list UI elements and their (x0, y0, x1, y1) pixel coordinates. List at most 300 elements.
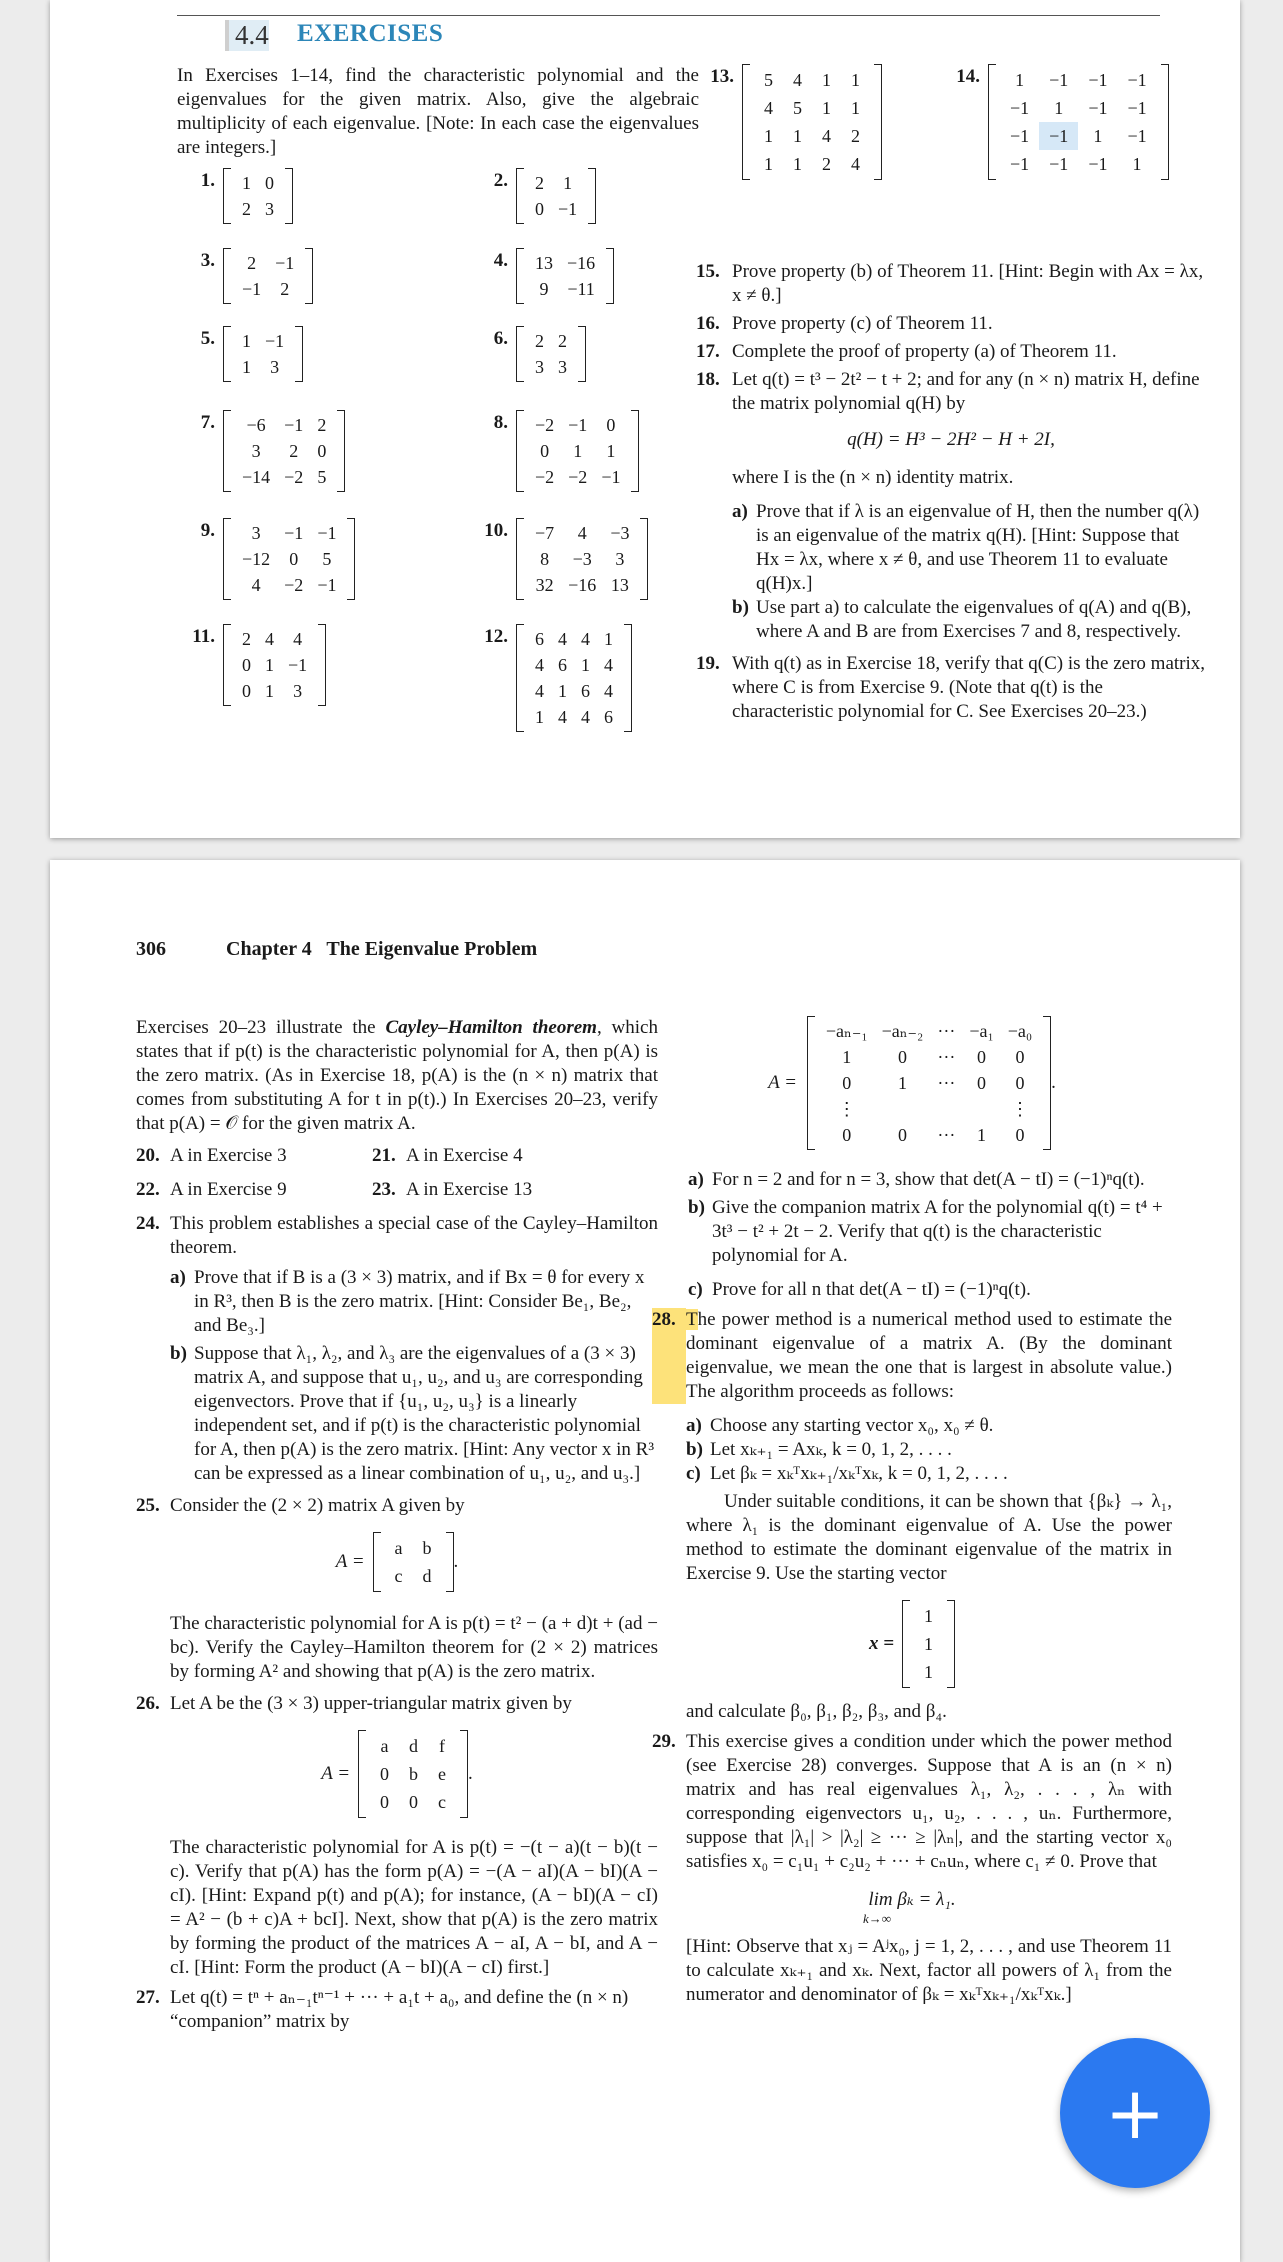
part-text: Prove for all n that det(A − tI) = (−1)ⁿq(t). (712, 1279, 1031, 1300)
matrix-cell: 6 (604, 707, 613, 727)
matrix-cell: 1 (606, 441, 616, 461)
matrix-cell: −2 (284, 575, 304, 595)
left-bracket (516, 248, 524, 304)
bracket-matrix (223, 624, 326, 706)
matrix-cell (875, 1096, 931, 1122)
exercise-26-body: The characteristic polynomial for A is p(t) = −(t − a)(t − b)(t − c). Verify that p(A) has the form p(A) = −(A − aI)(A − bI)(A − cI). [Hint: Expand p(t) and p(A); for instance, (A − bI)(A − cI) = A² − (b + c)A + bcI]. Next, show that p(A) is the zero matrix by forming the product of the matrices A − aI, A − bI, and A − cI. [Hint: Form the product (A − bI)(A − cI) first.] (170, 1837, 658, 1978)
matrix-cell: −1 (265, 331, 285, 351)
matrix-cell: 1 (581, 655, 590, 675)
matrix-cell: 0 (897, 1047, 907, 1067)
exercise-label: 11. (192, 626, 215, 647)
matrix-cell: 0 (842, 1125, 852, 1145)
matrix-cell: −3 (572, 549, 592, 569)
matrix-cell: a (380, 1736, 389, 1756)
matrix-cell: −1 (1127, 70, 1147, 90)
bracket-matrix (516, 248, 614, 304)
matrix-cell: 1 (764, 154, 773, 174)
left-bracket (223, 326, 231, 382)
cayley-hamilton-intro (136, 1016, 658, 1136)
exercise-27c (652, 1278, 1172, 1302)
matrix-lhs: A = (321, 1763, 351, 1784)
matrix-cell: 4 (535, 681, 544, 701)
matrix-cell: 6 (581, 681, 590, 701)
part-text: Give the companion matrix A for the polynomial q(t) = t⁴ + 3t³ − t² + 2t − 2. Verify that q(t) is the characteristic polynomial for A. (712, 1197, 1163, 1266)
matrix-cell: 2 (289, 441, 299, 461)
matrix-cell: 5 (764, 70, 773, 90)
exercise-text: Complete the proof of property (a) of Theorem 11. (732, 341, 1117, 362)
matrix-cell: 5 (322, 549, 332, 569)
matrix-A-2x2: A = a b c d . (136, 1532, 658, 1592)
exercise-25 (136, 1494, 658, 1518)
matrix-cell: −1 (1088, 70, 1108, 90)
exercise-label: 24. (136, 1213, 160, 1234)
matrix-cell: 5 (317, 467, 327, 487)
exercise-text: A in Exercise 3 (170, 1145, 287, 1166)
exercise-label: 23. (372, 1179, 396, 1200)
right-bracket (947, 1600, 955, 1688)
bracket-matrix (358, 1730, 468, 1818)
exercise-label: 2. (493, 170, 508, 191)
exercise-10 (470, 518, 648, 600)
exercise-text: With q(t) as in Exercise 18, verify that q(C) is the zero matrix, where C is from Exercise 9. (Note that q(t) is the characteristic polynomial for C. See Exercises 20–23.) (732, 653, 1206, 722)
right-bracket (295, 326, 303, 382)
matrix-cell: c (394, 1566, 403, 1586)
exercise-label: 26. (136, 1693, 160, 1714)
right-bracket (347, 518, 355, 600)
right-bracket (1043, 1016, 1051, 1150)
matrix-cell: 4 (581, 707, 590, 727)
matrix-cell: −1 (1049, 154, 1069, 174)
section-number: 4.4 (225, 20, 269, 51)
part-label: a) (170, 1267, 186, 1288)
exercise-9 (177, 518, 355, 600)
vector (902, 1600, 955, 1688)
matrix-cell: 1 (1054, 98, 1064, 118)
matrix-cell: −1 (558, 199, 578, 219)
exercise-19 (696, 652, 1206, 724)
matrix-cell: −1 (601, 467, 621, 487)
matrix-cell: 2 (558, 331, 567, 351)
left-column (136, 1016, 658, 2034)
page-top (50, 0, 1240, 838)
matrix-cell: b (422, 1538, 432, 1558)
exercises-15-19 (696, 260, 1206, 724)
matrix-cell: 1 (977, 1125, 987, 1145)
page-306 (50, 860, 1240, 2262)
exercise-28c (652, 1462, 1172, 1486)
matrix-cell: 4 (764, 98, 773, 118)
matrix-cell: −2 (535, 467, 555, 487)
part-label: b) (170, 1343, 187, 1364)
limit-subscript: k→∞ (862, 1911, 892, 1926)
matrix-cell: 2 (242, 629, 251, 649)
right-bracket (337, 410, 345, 492)
matrix-cell: 0 (289, 549, 299, 569)
matrix-cell: 1 (924, 1606, 934, 1626)
matrix-cell: 0 (977, 1073, 987, 1093)
exercise-text: Prove property (b) of Theorem 11. [Hint: Begin with Ax = λx, x ≠ θ.] (732, 261, 1204, 306)
matrix-cell: 4 (793, 70, 802, 90)
left-bracket (373, 1532, 381, 1592)
matrix-cell: d (422, 1566, 432, 1586)
bracket-matrix (223, 248, 313, 304)
exercise-28a (652, 1414, 1172, 1438)
exercise-text: Let A be the (3 × 3) upper-triangular matrix given by (170, 1693, 572, 1714)
matrix-cell: −1 (284, 415, 304, 435)
matrix-cell: 3 (293, 681, 303, 701)
exercise-label: 18. (696, 369, 720, 390)
exercise-11 (177, 624, 326, 706)
exercise-17 (696, 340, 1206, 364)
part-text: Use part a) to calculate the eigenvalues of q(A) and q(B), where A and B are from Exercises 7 and 8, respectively. (756, 597, 1192, 642)
matrix-cell: ⋮ (1010, 1099, 1029, 1119)
left-bracket (516, 410, 524, 492)
matrix-cell: 1 (842, 1047, 852, 1067)
exercise-text: Prove property (c) of Theorem 11. (732, 313, 993, 334)
matrix-cell: 0 (242, 681, 251, 701)
matrix-cell: −aₙ₋₁ (825, 1021, 868, 1041)
right-bracket (578, 326, 586, 382)
exercise-24a (136, 1266, 658, 1338)
exercise-28-tail: and calculate β₀, β₁, β₂, β₃, and β₄. (686, 1701, 947, 1722)
matrix-cell: 1 (242, 357, 251, 377)
exercise-text: A in Exercise 4 (406, 1145, 523, 1166)
bracket-matrix (516, 326, 586, 382)
matrix-cell: 4 (851, 154, 860, 174)
exercise-28 (652, 1308, 1172, 1404)
exercise-text: he power method is a numerical method used to estimate the dominant eigenvalue of a matrix A. (By the dominant eigenvalue, we mean the one that is largest in absolute value.) The algorithm proceeds as follows: (686, 1309, 1172, 1402)
exercise-label: 3. (200, 250, 215, 271)
exercise-22 (136, 1178, 372, 1202)
exercise-label: 10. (484, 520, 508, 541)
matrix (807, 1016, 1051, 1150)
matrix-cell: −14 (242, 467, 271, 487)
exercise-label: 28. (652, 1308, 686, 1404)
matrix-cell: ··· (937, 1073, 956, 1093)
matrix-cell: −1 (1088, 98, 1108, 118)
bracket-matrix (516, 624, 632, 732)
matrix-cell: 1 (265, 655, 274, 675)
exercise-label: 29. (652, 1731, 676, 1752)
exercise-label: 15. (696, 261, 720, 282)
intro-text: Exercises 20–23 illustrate the (136, 1017, 386, 1038)
exercise-12 (470, 624, 632, 732)
part-text: Prove that if B is a (3 × 3) matrix, and if Bx = θ for every x in R³, then B is the zero matrix. [Hint: Consider Be₁, Be₂, and Be₃.] (194, 1267, 645, 1336)
bracket-matrix (516, 168, 596, 224)
matrix-cell: 4 (604, 655, 613, 675)
matrix-cell (962, 1096, 1000, 1122)
exercise-18 (696, 368, 1206, 416)
matrix-cell: 1 (822, 70, 831, 90)
matrix (358, 1730, 468, 1818)
bracket-matrix (988, 64, 1169, 180)
matrix-cell: 4 (265, 629, 274, 649)
exercise-label: 20. (136, 1145, 160, 1166)
matrix-cell: 1 (924, 1634, 934, 1654)
matrix-cell: −1 (242, 279, 262, 299)
starting-vector (652, 1600, 1172, 1688)
matrix-cell: 2 (851, 126, 860, 146)
header-rule (177, 15, 1160, 16)
matrix-cell: 5 (793, 98, 802, 118)
exercise-label: 13. (710, 66, 734, 87)
matrix-cell: 1 (1015, 70, 1025, 90)
exercise-5 (177, 326, 303, 382)
right-bracket (874, 64, 882, 180)
matrix-cell: 2 (822, 154, 831, 174)
matrix-cell: 0 (535, 199, 544, 219)
matrix-cell: 2 (317, 415, 327, 435)
left-bracket (516, 168, 524, 224)
matrix-cell: −1 (1049, 70, 1069, 90)
matrix-cell: 1 (573, 441, 583, 461)
exercise-25-body: The characteristic polynomial for A is p(t) = t² − (a + d)t + (ad − bc). Verify the Cayley–Hamilton theorem for (2 × 2) matrices by forming A² and showing that p(A) is the zero matrix. (170, 1613, 658, 1682)
matrix-cell: 0 (380, 1764, 390, 1784)
limit-text: lim βₖ = λ₁. (868, 1889, 956, 1910)
right-bracket (305, 248, 313, 304)
bracket-matrix (223, 326, 303, 382)
left-bracket (988, 64, 996, 180)
companion-matrix: A = −aₙ₋₁ −aₙ₋₂ ··· −a₁ −a₀ 1 0 ··· 0 0 0 1 ··· 0 0 ⋮ ⋮ 0 0 ··· 1 0 . (652, 1016, 1172, 1150)
limit-equation (652, 1888, 1172, 1925)
identity-note: where I is the (n × n) identity matrix. (732, 467, 1014, 488)
exercise-2 (470, 168, 596, 224)
right-bracket (318, 624, 326, 706)
left-bracket (516, 624, 524, 732)
matrix-cell: 1 (851, 98, 860, 118)
chapter-title: Chapter 4 The Eigenvalue Problem (226, 938, 538, 960)
matrix-cell: −1 (317, 523, 337, 543)
matrix-cell: −1 (1010, 98, 1030, 118)
matrix-cell: 3 (251, 523, 261, 543)
matrix-cell: −3 (610, 523, 630, 543)
exercise-label: 4. (493, 250, 508, 271)
matrix-cell: 8 (540, 549, 550, 569)
part-text: Prove that if λ is an eigenvalue of H, then the number q(λ) is an eigenvalue of the matrix q(H). [Hint: Suppose that Hx = λx, where x ≠ θ, and use Theorem 11 to evaluate q(H)x.] (756, 501, 1200, 594)
exercise-27a (652, 1168, 1172, 1192)
matrix-lhs: A = (768, 1072, 797, 1093)
matrix-cell: 6 (558, 655, 567, 675)
bracket-matrix (373, 1532, 454, 1592)
matrix-cell: −1 (1039, 122, 1078, 150)
matrix-cell: −12 (242, 549, 271, 569)
part-label: a) (732, 501, 748, 522)
matrix-cell: −11 (567, 279, 595, 299)
matrix-cell: 6 (535, 629, 544, 649)
part-label: c) (686, 1463, 701, 1484)
matrix-cell: e (438, 1764, 447, 1784)
matrix-cell: ··· (937, 1047, 956, 1067)
matrix-cell: 3 (535, 357, 544, 377)
part-text: Let βₖ = xₖᵀxₖ₊₁/xₖᵀxₖ, k = 0, 1, 2, . . . . (710, 1463, 1008, 1484)
bracket-matrix (807, 1016, 1051, 1150)
part-label: a) (686, 1415, 702, 1436)
matrix-cell: 3 (558, 357, 567, 377)
matrix-cell: 1 (793, 126, 802, 146)
add-button[interactable]: + (1060, 2038, 1210, 2188)
part-label: c) (688, 1279, 703, 1300)
exercise-text: Let q(t) = t³ − 2t² − t + 2; and for any (n × n) matrix H, define the matrix polynomial q(H) by (732, 369, 1200, 414)
matrix-cell: 1 (242, 331, 251, 351)
matrix-cell: 1 (924, 1662, 934, 1682)
exercise-label: 9. (200, 520, 215, 541)
exercises-intro: In Exercises 1–14, find the characteristic polynomial and the eigenvalues for the given matrix. Also, give the algebraic multiplicity of each eigenvalue. [Note: In each case the eigenvalues are integers.] (177, 65, 699, 158)
bracket-matrix (742, 64, 882, 180)
matrix-cell: 1 (242, 173, 251, 193)
matrix-cell: 1 (535, 707, 544, 727)
matrix-cell (930, 1096, 962, 1122)
exercise-21 (372, 1144, 523, 1168)
matrix-cell: 1 (558, 681, 567, 701)
exercise-text: A in Exercise 13 (406, 1179, 533, 1200)
matrix-cell: a (394, 1538, 403, 1558)
right-bracket (640, 518, 648, 600)
exercise-label: 8. (493, 412, 508, 433)
intro-text: , which states that if p(t) is the characteristic polynomial for A, then p(A) is the zero matrix. (As in Exercise 18, p(A) is the (n × n) matrix that comes from substituting A for t in p(t).) In Exercises 20–23, verify that p(A) = 𝒪 for the given matrix A. (136, 1017, 658, 1134)
exercise-label: 17. (696, 341, 720, 362)
matrix-cell: −aₙ₋₂ (881, 1021, 924, 1041)
bracket-matrix (516, 518, 648, 600)
part-text: For n = 2 and for n = 3, show that det(A − tI) = (−1)ⁿq(t). (712, 1169, 1145, 1190)
exercise-7 (177, 410, 345, 492)
matrix-cell: 2 (242, 199, 251, 219)
matrix-cell: 0 (242, 655, 251, 675)
matrix-cell: 0 (540, 441, 550, 461)
matrix-cell: 0 (897, 1125, 907, 1145)
matrix-cell: −a₀ (1007, 1021, 1033, 1041)
exercise-27 (136, 1986, 658, 2034)
matrix-cell: 32 (535, 575, 554, 595)
exercise-label: 1. (200, 170, 215, 191)
matrix-cell: c (438, 1792, 447, 1812)
exercise-label: 16. (696, 313, 720, 334)
exercise-6 (470, 326, 586, 382)
matrix-cell: d (409, 1736, 419, 1756)
bracket-matrix (516, 410, 639, 492)
part-text: Let xₖ₊₁ = Axₖ, k = 0, 1, 2, . . . . (710, 1439, 952, 1460)
exercise-text: A in Exercise 9 (170, 1179, 287, 1200)
right-bracket (460, 1730, 468, 1818)
right-bracket (624, 624, 632, 732)
bracket-matrix (223, 168, 293, 224)
section-title: EXERCISES (297, 20, 444, 47)
right-bracket (631, 410, 639, 492)
left-bracket (902, 1600, 910, 1688)
exercise-label: 27. (136, 1987, 160, 2008)
matrix-cell: −2 (535, 415, 555, 435)
matrix-cell: −1 (288, 655, 308, 675)
matrix-cell: 0 (1015, 1073, 1025, 1093)
exercise-text: Consider the (2 × 2) matrix A given by (170, 1495, 465, 1516)
exercise-15 (696, 260, 1206, 308)
exercise-14 (942, 64, 1169, 180)
exercise-4 (470, 248, 614, 304)
matrix-cell: 4 (251, 575, 261, 595)
matrix-cell: ⋮ (837, 1099, 856, 1119)
matrix-cell: 4 (558, 707, 567, 727)
matrix-cell: 1 (1132, 154, 1142, 174)
matrix-cell: 2 (535, 331, 544, 351)
matrix-cell: 1 (563, 173, 573, 193)
exercise-24b (136, 1342, 658, 1486)
matrix-cell: −1 (1088, 154, 1108, 174)
left-bracket (223, 248, 231, 304)
matrix-cell: 0 (380, 1792, 390, 1812)
matrix-cell: f (439, 1736, 446, 1756)
matrix-cell: 1 (851, 70, 860, 90)
exercise-label: 6. (493, 328, 508, 349)
right-bracket (588, 168, 596, 224)
exercise-text: This problem establishes a special case of the Cayley–Hamilton theorem. (170, 1213, 658, 1258)
matrix-cell: 13 (535, 253, 553, 273)
matrix-cell: 0 (317, 441, 327, 461)
highlight: T (686, 1309, 698, 1330)
bracket-matrix (223, 410, 345, 492)
exercise-label: 12. (484, 626, 508, 647)
exercise-8 (470, 410, 639, 492)
exercise-16 (696, 312, 1206, 336)
part-label: a) (688, 1169, 704, 1190)
matrix-cell: −2 (568, 467, 588, 487)
part-text: Choose any starting vector x₀, x₀ ≠ θ. (710, 1415, 994, 1436)
left-bracket (516, 518, 524, 600)
matrix-cell: −2 (284, 467, 304, 487)
exercise-label: 25. (136, 1495, 160, 1516)
exercise-text: Let q(t) = tⁿ + aₙ₋₁tⁿ⁻¹ + ··· + a₁t + a₀, and define the (n × n) “companion” matrix by (170, 1987, 629, 2032)
bracket-matrix (902, 1600, 955, 1688)
matrix-A-3x3: A = a d f 0 b e 0 0 c . (136, 1730, 658, 1818)
left-bracket (516, 326, 524, 382)
exercise-29 (652, 1730, 1172, 1874)
matrix-cell: 0 (265, 173, 274, 193)
matrix-cell: −1 (284, 523, 304, 543)
matrix-cell: −16 (568, 575, 597, 595)
left-bracket (358, 1730, 366, 1818)
matrix-cell: 2 (535, 173, 544, 193)
exercise-text: This exercise gives a condition under which the power method (see Exercise 28) converges. Suppose that A is an (n × n) matrix and has real eigenvalues λ₁, λ₂, . . . , λₙ with corresponding eigenvectors u₁, u₂, . . . , uₙ. Furthermore, suppose that |λ₁| > |λ₂| ≥ ··· ≥ |λₙ|, and the starting vector x₀ satisfies x₀ = c₁u₁ + c₂u₂ + ··· + cₙuₙ, where c₁ ≠ 0. Prove that (686, 1731, 1172, 1872)
exercise-label: 5. (200, 328, 215, 349)
part-label: b) (686, 1439, 703, 1460)
matrix-cell: 4 (293, 629, 303, 649)
exercise-24 (136, 1212, 658, 1260)
part-label: b) (732, 597, 749, 618)
matrix (373, 1532, 454, 1592)
exercises-22-23 (136, 1178, 658, 1202)
matrix-cell: 0 (842, 1073, 852, 1093)
bracket-matrix (223, 518, 355, 600)
exercise-27b (652, 1196, 1172, 1268)
matrix-cell: −1 (1127, 126, 1147, 146)
matrix-cell: 4 (577, 523, 587, 543)
matrix-cell: −1 (1127, 98, 1147, 118)
exercise-18a (696, 500, 1206, 596)
matrix-cell: 3 (615, 549, 625, 569)
exercise-29-hint: [Hint: Observe that xⱼ = Aʲx₀, j = 1, 2, . . . , and use Theorem 11 to calculate xₖ₊₁ and xₖ. Next, factor all powers of λ₁ from the numerator and denominator of βₖ = xₖᵀxₖ₊₁/xₖᵀxₖ.] (686, 1936, 1172, 2005)
matrix-cell: −a₁ (969, 1021, 994, 1041)
matrix-lhs: A = (335, 1551, 365, 1572)
matrix-cell: 1 (793, 154, 802, 174)
exercise-28-body: Under suitable conditions, it can be shown that {βₖ} → λ₁, where λ₁ is the dominant eigenvalue of A. Use the power method to estimate the dominant eigenvalue of the matrix in Exercise 9. Use the starting vector (686, 1491, 1172, 1584)
exercise-label: 7. (200, 412, 215, 433)
part-text: Suppose that λ₁, λ₂, and λ₃ are the eigenvalues of a (3 × 3) matrix A, and suppose that u₁, u₂, and u₃ are corresponding eigenvectors. Prove that if {u₁, u₂, u₃} is a linearly independent set, and if p(t) is the characteristic polynomial for A, then p(A) is the zero matrix. [Hint: Any vector x in R³ can be expressed as a linear combination of u₁, u₂, and u₃.] (194, 1343, 655, 1484)
matrix-cell: −1 (1010, 126, 1030, 146)
matrix-cell: −1 (275, 253, 295, 273)
equation-qH: q(H) = H³ − 2H² − H + 2I, (847, 429, 1055, 450)
matrix-cell: 4 (581, 629, 590, 649)
exercise-3 (177, 248, 313, 304)
matrix-cell: ··· (937, 1021, 956, 1041)
matrix-cell: 3 (251, 441, 261, 461)
